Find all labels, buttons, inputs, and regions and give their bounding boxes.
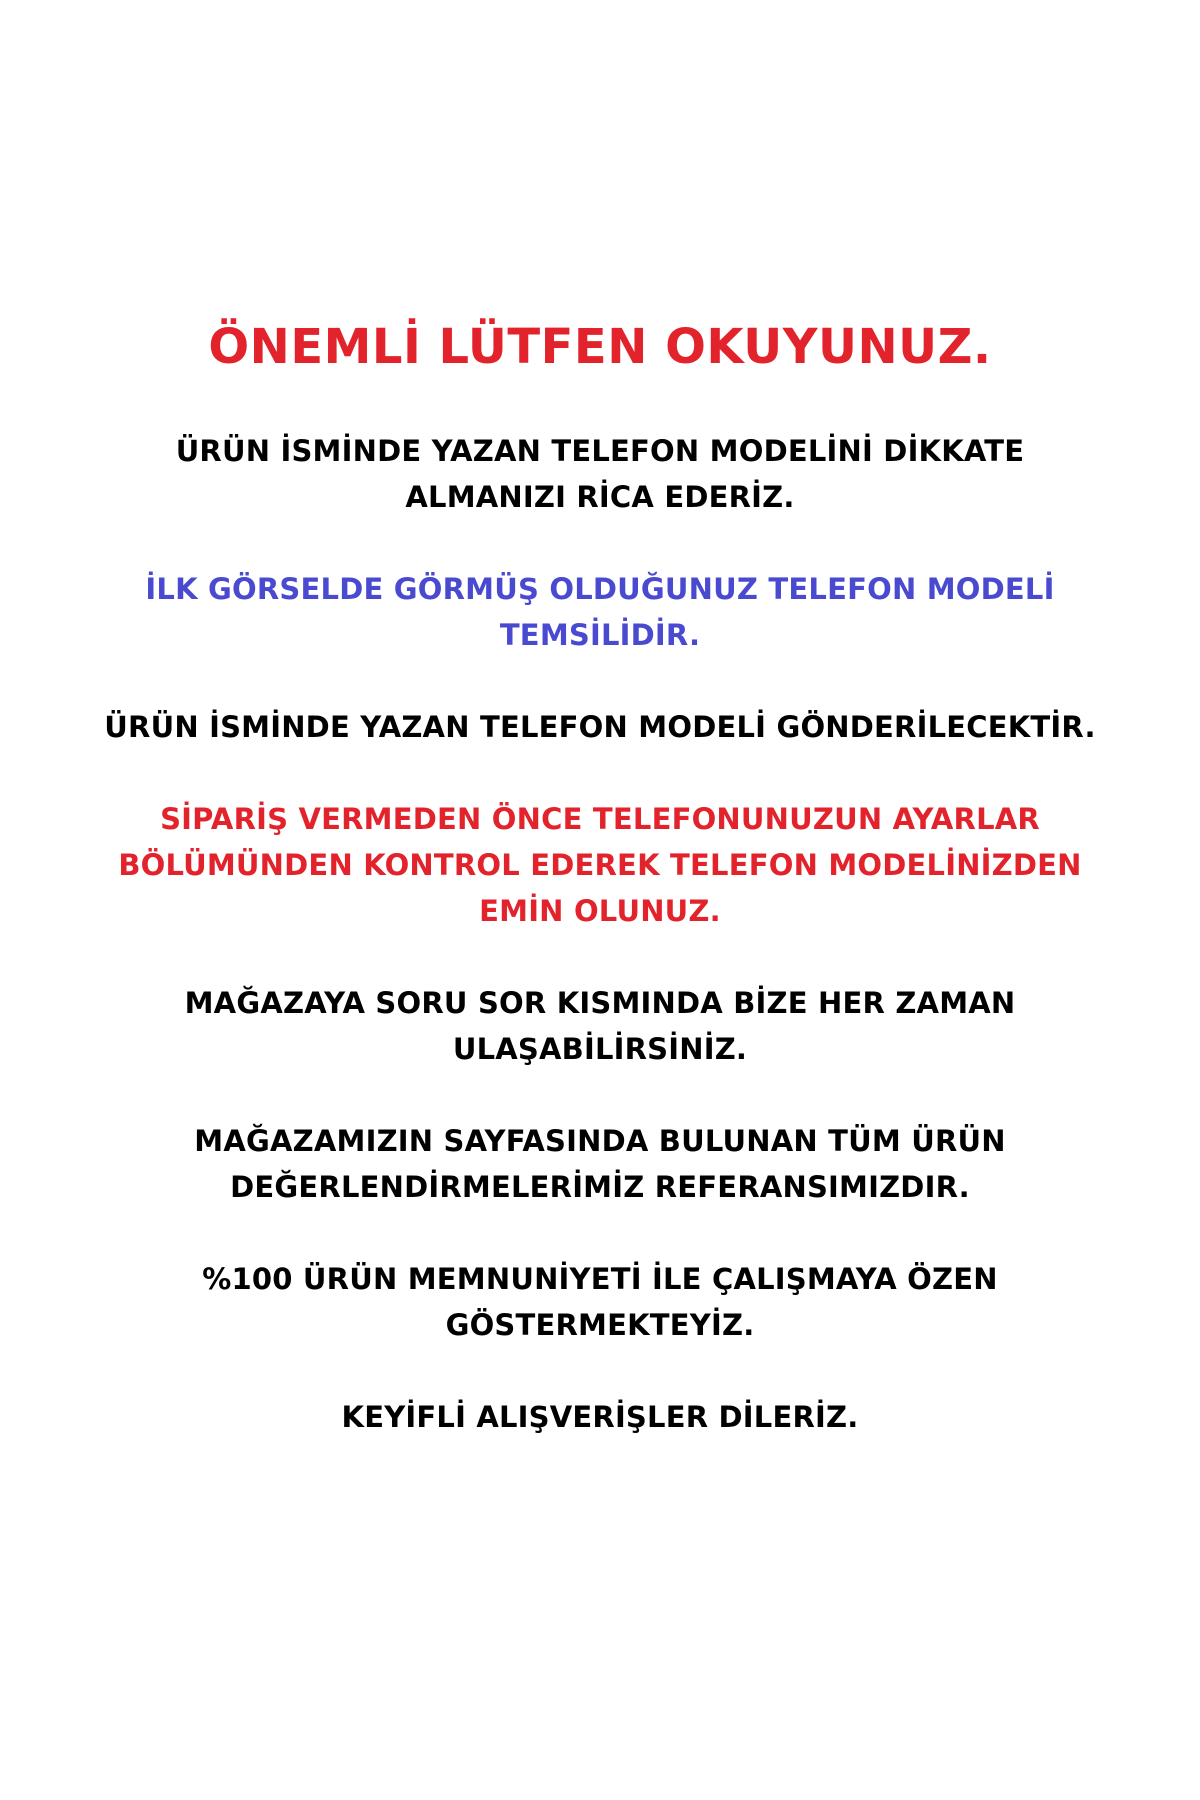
paragraph-line: MAĞAZAYA SORU SOR KISMINDA BİZE HER ZAMAN <box>184 986 1016 1020</box>
paragraph-line: KEYİFLİ ALIŞVERİŞLER DİLERİZ. <box>341 1400 859 1434</box>
paragraph-line: SİPARİŞ VERMEDEN ÖNCE TELEFONUNUZUN AYARLAR <box>160 802 1040 836</box>
paragraph-line: ÜRÜN İSMİNDE YAZAN TELEFON MODELİNİ DİKKATE <box>175 434 1025 468</box>
paragraph-line: ÜRÜN İSMİNDE YAZAN TELEFON MODELİ GÖNDERİLECEKTİR. <box>104 710 1096 744</box>
paragraph-line: TEMSİLİDİR. <box>499 618 701 652</box>
notice-title: ÖNEMLİ LÜTFEN OKUYUNUZ. <box>208 319 992 375</box>
paragraph-line: MAĞAZAMIZIN SAYFASINDA BULUNAN TÜM ÜRÜN <box>194 1124 1006 1158</box>
paragraph-line: DEĞERLENDİRMELERİMİZ REFERANSIMIZDIR. <box>230 1170 970 1204</box>
paragraph-line: BÖLÜMÜNDEN KONTROL EDEREK TELEFON MODELİNİZDEN <box>118 848 1082 882</box>
paragraph-line: ALMANIZI RİCA EDERİZ. <box>405 480 795 514</box>
paragraph-line: İLK GÖRSELDE GÖRMÜŞ OLDUĞUNUZ TELEFON MODELİ <box>145 572 1055 606</box>
paragraph-line: GÖSTERMEKTEYİZ. <box>445 1308 755 1342</box>
paragraph-line: ULAŞABİLİRSİNİZ. <box>452 1032 748 1066</box>
paragraph-line: EMİN OLUNUZ. <box>479 894 721 928</box>
paragraph-line: %100 ÜRÜN MEMNUNİYETİ İLE ÇALIŞMAYA ÖZEN <box>202 1262 998 1296</box>
